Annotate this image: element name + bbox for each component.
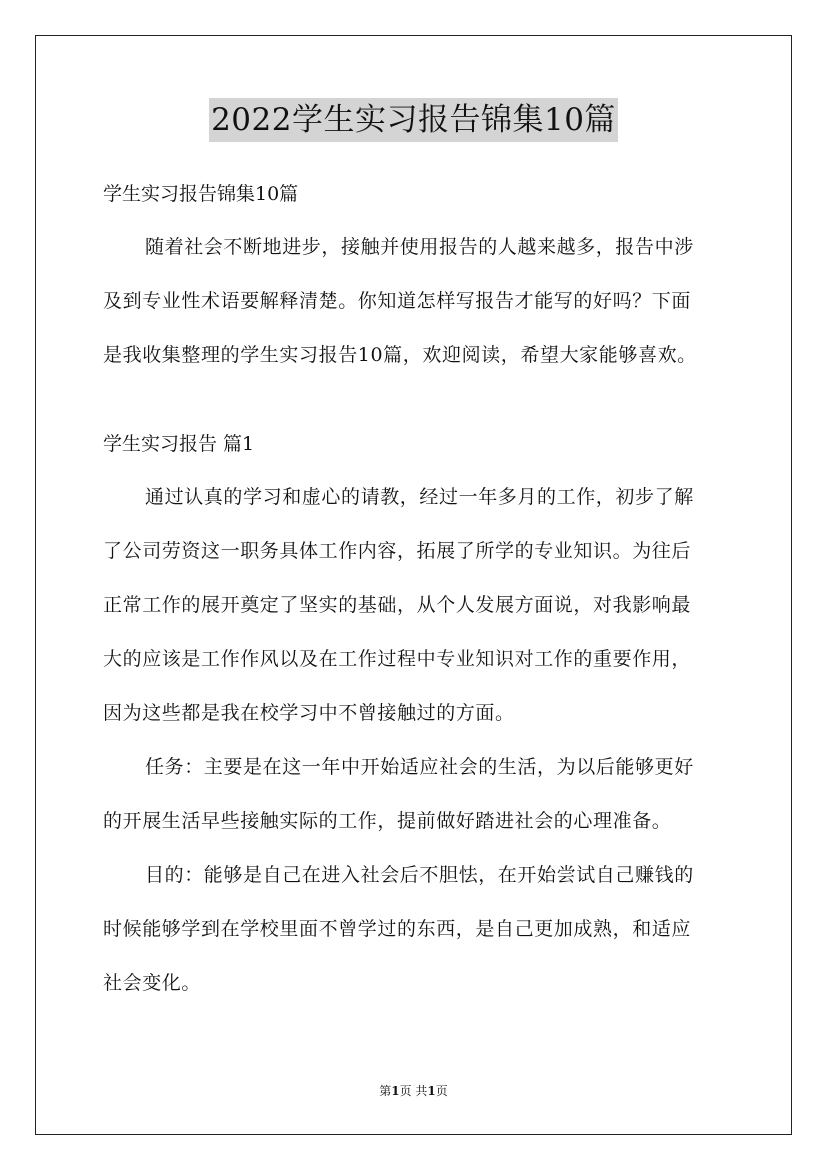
footer-current-page: 1 bbox=[391, 1084, 400, 1098]
intro-line: 随着社会不断地进步，接触并使用报告的人越来越多，报告中涉 bbox=[145, 236, 694, 258]
section-paragraph-2 bbox=[103, 740, 753, 848]
document-body bbox=[103, 174, 753, 1010]
footer-prefix: 第 bbox=[379, 1084, 392, 1098]
footer-suffix: 页 bbox=[435, 1084, 448, 1098]
intro-line: 及到专业性术语要解释清楚。你知道怎样写报告才能写的好吗？下面 bbox=[103, 290, 692, 312]
paragraph-line: 时候能够学到在学校里面不曾学过的东西，是自己更加成熟，和适应 bbox=[103, 918, 692, 940]
section-heading: 学生实习报告 篇1 bbox=[103, 433, 255, 455]
intro-heading: 学生实习报告锦集10篇 bbox=[103, 183, 299, 205]
paragraph-line: 目的：能够是自己在进入社会后不胆怯，在开始尝试自己赚钱的 bbox=[145, 864, 694, 886]
paragraph-line: 了公司劳资这一职务具体工作内容，拓展了所学的专业知识。为往后 bbox=[103, 540, 692, 562]
section-paragraph-3 bbox=[103, 848, 753, 1010]
document-title: 2022学生实习报告锦集10篇 bbox=[209, 98, 618, 142]
paragraph-line: 社会变化。 bbox=[103, 972, 202, 994]
page-footer bbox=[0, 1082, 827, 1099]
footer-mid: 页 共 bbox=[399, 1084, 428, 1098]
paragraph-line: 正常工作的展开奠定了坚实的基础，从个人发展方面说，对我影响最 bbox=[103, 594, 692, 616]
intro-line: 是我收集整理的学生实习报告10篇，欢迎阅读，希望大家能够喜欢。 bbox=[103, 344, 697, 366]
title-container bbox=[0, 98, 827, 142]
paragraph-line: 因为这些都是我在校学习中不曾接触过的方面。 bbox=[103, 702, 515, 724]
footer-total-pages: 1 bbox=[427, 1084, 436, 1098]
paragraph-line: 通过认真的学习和虚心的请教，经过一年多月的工作，初步了解 bbox=[145, 486, 694, 508]
intro-paragraph bbox=[103, 220, 753, 382]
paragraph-line: 任务：主要是在这一年中开始适应社会的生活，为以后能够更好 bbox=[145, 756, 694, 778]
section-paragraph-1 bbox=[103, 470, 753, 740]
paragraph-line: 的开展生活早些接触实际的工作，提前做好踏进社会的心理准备。 bbox=[103, 810, 672, 832]
paragraph-line: 大的应该是工作作风以及在工作过程中专业知识对工作的重要作用， bbox=[103, 648, 692, 670]
